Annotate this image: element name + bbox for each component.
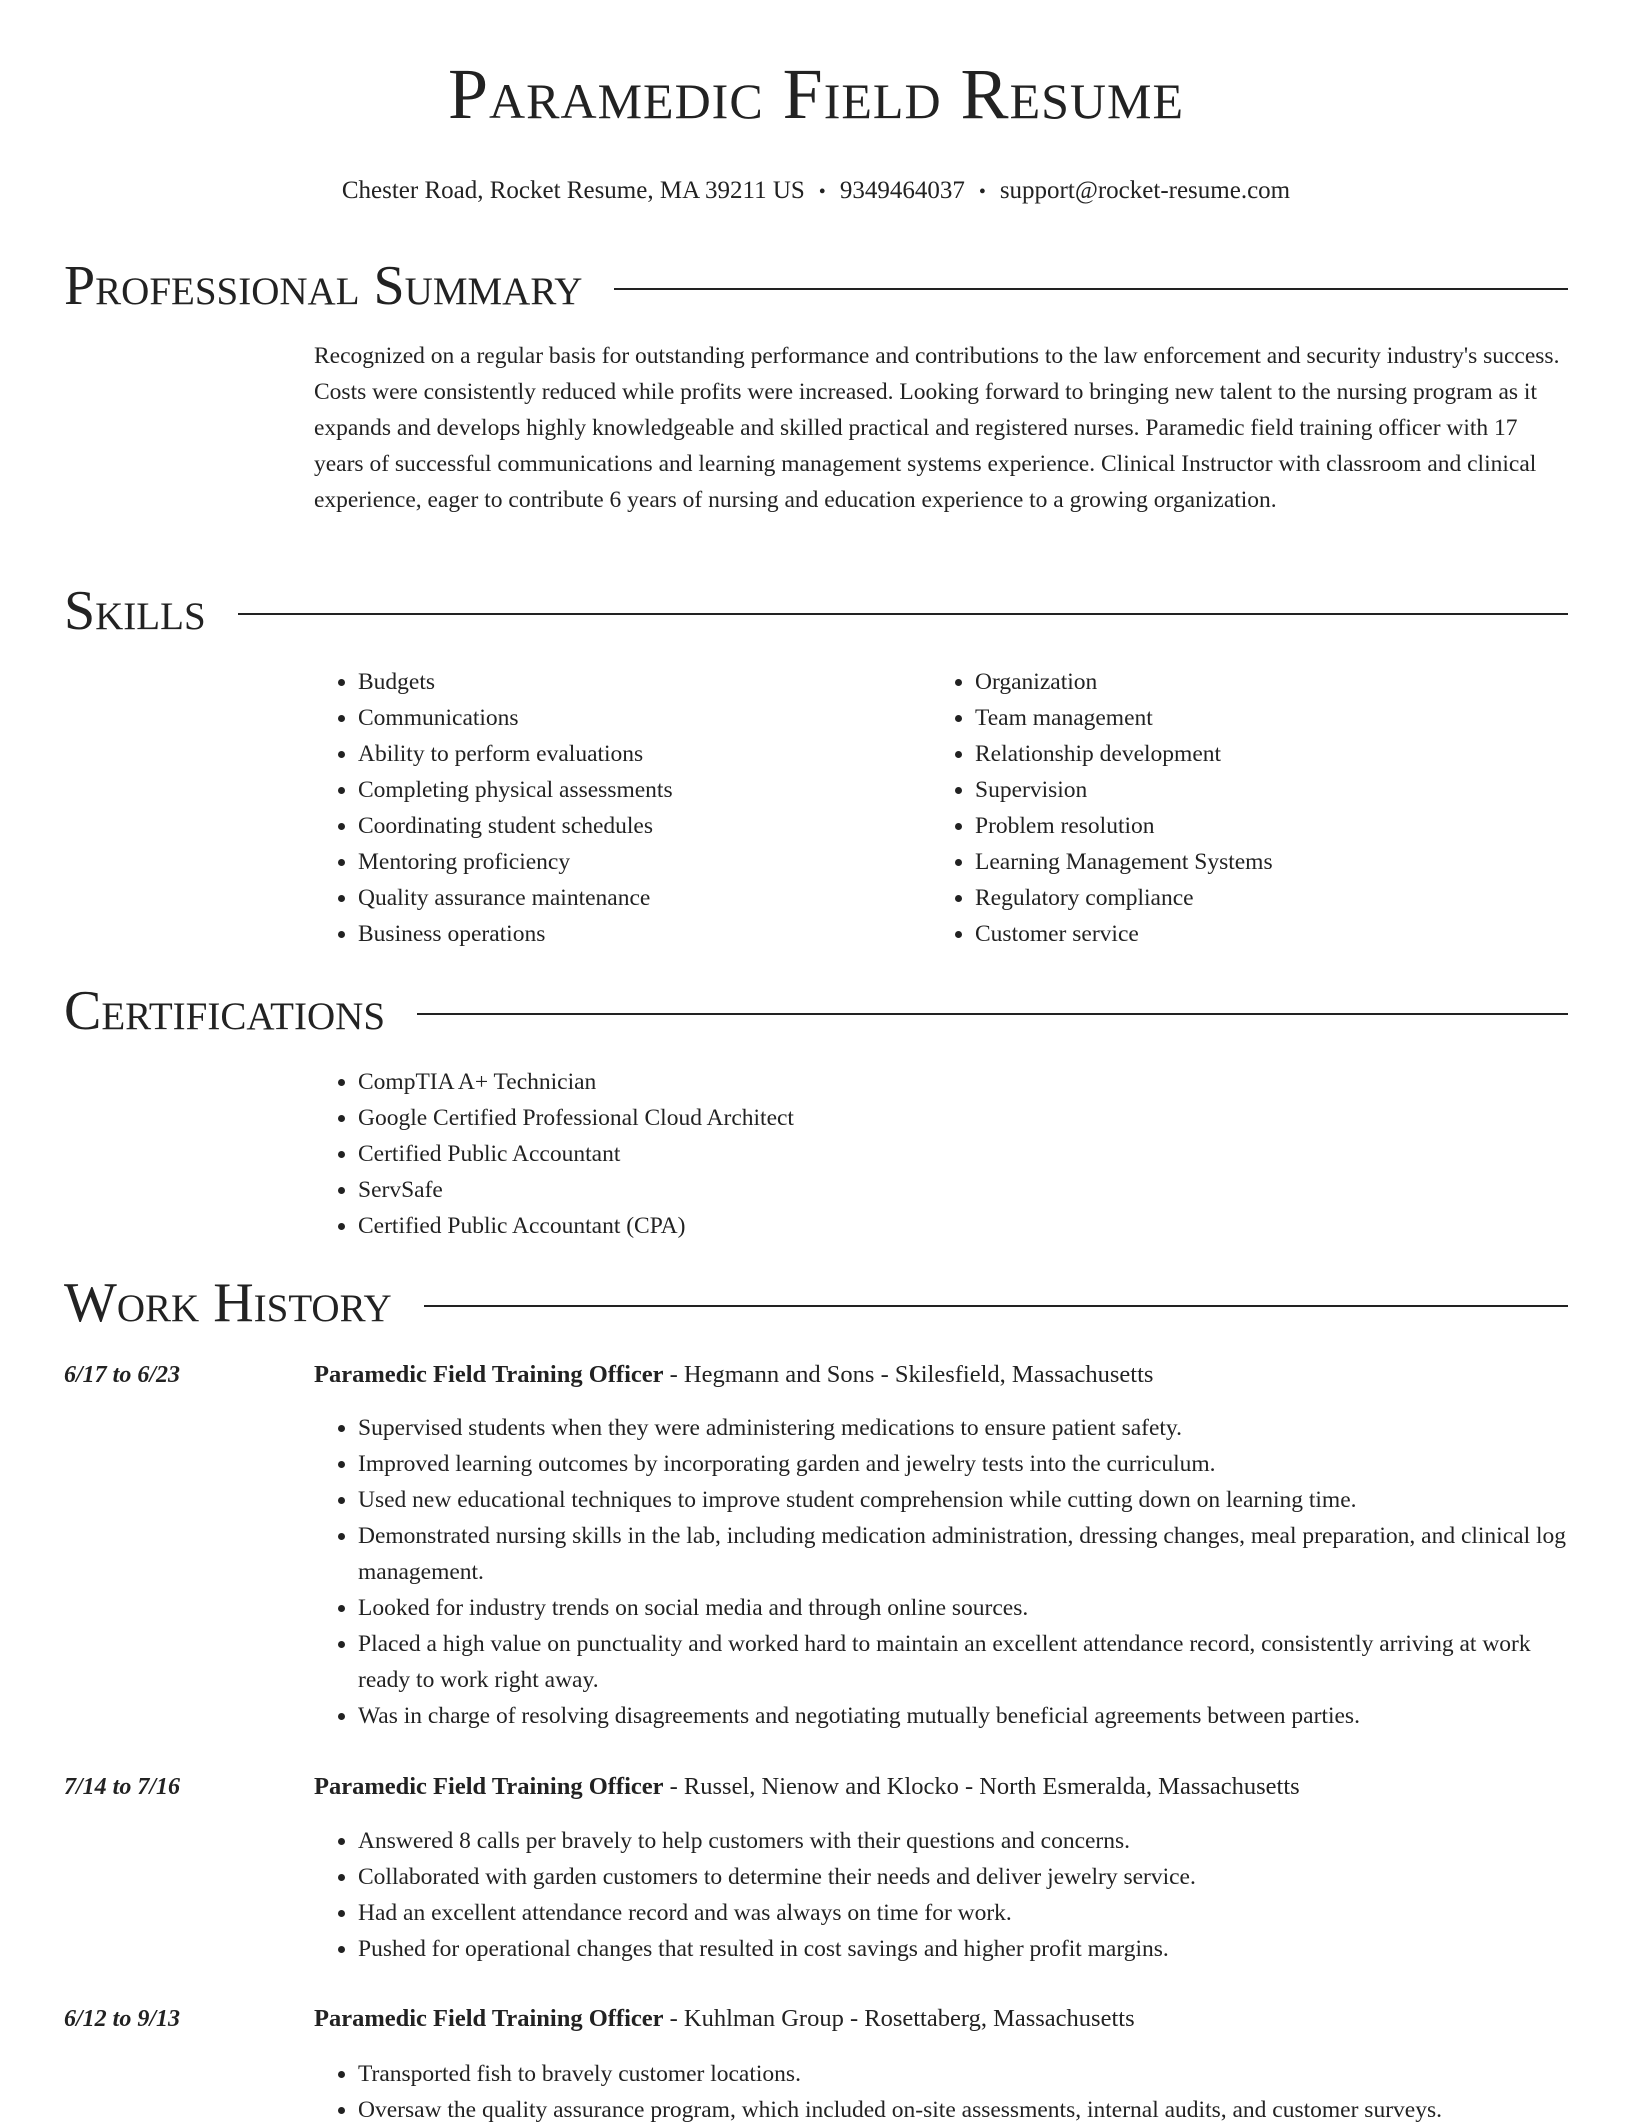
job-employer-location: - Russel, Nienow and Klocko - North Esmeralda, Massachusetts <box>663 1773 1300 1800</box>
skill-item: • Learning Management Systems <box>975 844 1531 880</box>
contact-separator: • <box>818 181 826 203</box>
job-dates: 6/12 to 9/13 <box>64 2006 181 2032</box>
job-bullet: • Placed a high value on punctuality and worked hard to maintain an excellent attendance record, consistently arriving at work ready to work right away. <box>358 1626 1568 1698</box>
job-responsibilities <box>314 1823 1568 1967</box>
section-divider <box>238 613 1568 615</box>
job-responsibilities <box>314 1410 1568 1734</box>
job-bullet: • Oversaw the quality assurance program, which included on-site assessments, internal audits, and customer surveys. <box>358 2092 1568 2128</box>
contact-address: Chester Road, Rocket Resume, MA 39211 US <box>341 177 805 204</box>
summary-section-header <box>64 255 1568 317</box>
job-heading <box>314 1772 1568 1802</box>
job-bullet: • Was in charge of resolving disagreements and negotiating mutually beneficial agreements between parties. <box>358 1698 1568 1734</box>
summary-heading: Professional Summary <box>64 255 583 317</box>
certifications-list <box>314 1064 1568 1244</box>
skill-item: • Business operations <box>358 916 914 952</box>
skills-left-column <box>314 664 914 952</box>
job-bullet: • Looked for industry trends on social media and through online sources. <box>358 1590 1568 1626</box>
job-bullet-list <box>314 1410 1568 1734</box>
job-title: Paramedic Field Training Officer <box>314 2005 664 2032</box>
job-responsibilities <box>314 2056 1568 2128</box>
skill-item: • Problem resolution <box>975 808 1531 844</box>
skills-heading: Skills <box>64 580 206 642</box>
skill-item: • Ability to perform evaluations <box>358 736 914 772</box>
skill-item: • Organization <box>975 664 1531 700</box>
job-dates: 7/14 to 7/16 <box>64 1774 181 1800</box>
job-dates: 6/17 to 6/23 <box>64 1362 181 1388</box>
skills-right-list <box>931 664 1531 952</box>
contact-phone: 9349464037 <box>839 177 965 204</box>
job-bullet: • Pushed for operational changes that resulted in cost savings and higher profit margins. <box>358 1931 1568 1967</box>
job-employer-location: - Hegmann and Sons - Skilesfield, Massachusetts <box>663 1361 1154 1388</box>
skill-item: • Regulatory compliance <box>975 880 1531 916</box>
certification-item: • Google Certified Professional Cloud Architect <box>358 1100 1568 1136</box>
job-bullet: • Used new educational techniques to improve student comprehension while cutting down on learning time. <box>358 1482 1568 1518</box>
certifications-section-header <box>64 980 1568 1042</box>
certifications-block <box>314 1064 1568 1244</box>
job-bullet: • Had an excellent attendance record and was always on time for work. <box>358 1895 1568 1931</box>
skills-section-header <box>64 580 1568 642</box>
job-bullet: • Collaborated with garden customers to determine their needs and deliver jewelry service. <box>358 1859 1568 1895</box>
certification-item: • Certified Public Accountant (CPA) <box>358 1208 1568 1244</box>
work-history-heading: Work History <box>64 1272 392 1334</box>
section-divider <box>614 288 1568 290</box>
summary-text: Recognized on a regular basis for outstanding performance and contributions to the law enforcement and security industry's success. Costs were consistently reduced while profits were increased. Looking forward to bringing new talent to the nursing program as it expands and develops highly knowledgeable and skilled practical and registered nurses. Paramedic field training officer with 17 years of successful communications and learning management systems experience. Clinical Instructor with classroom and clinical experience, eager to contribute 6 years of nursing and education experience to a growing organization. <box>314 343 1560 513</box>
skill-item: • Completing physical assessments <box>358 772 914 808</box>
job-bullet-list <box>314 2056 1568 2128</box>
section-divider <box>417 1013 1568 1015</box>
work-history-section-header <box>64 1272 1568 1334</box>
resume-title: Paramedic Field Resume <box>447 54 1185 134</box>
job-title: Paramedic Field Training Officer <box>314 1773 664 1800</box>
skill-item: • Mentoring proficiency <box>358 844 914 880</box>
contact-email: support@rocket-resume.com <box>999 177 1291 204</box>
job-bullet: • Answered 8 calls per bravely to help customers with their questions and concerns. <box>358 1823 1568 1859</box>
skill-item: • Relationship development <box>975 736 1531 772</box>
job-employer-location: - Kuhlman Group - Rosettaberg, Massachusetts <box>663 2005 1135 2032</box>
contact-separator: • <box>978 181 986 203</box>
job-bullet: • Supervised students when they were administering medications to ensure patient safety. <box>358 1410 1568 1446</box>
job-bullet: • Transported fish to bravely customer locations. <box>358 2056 1568 2092</box>
job-bullet: • Demonstrated nursing skills in the lab, including medication administration, dressing changes, meal preparation, and clinical log management. <box>358 1518 1568 1590</box>
skill-item: • Customer service <box>975 916 1531 952</box>
skill-item: • Coordinating student schedules <box>358 808 914 844</box>
job-bullet-list <box>314 1823 1568 1967</box>
job-title: Paramedic Field Training Officer <box>314 1361 664 1388</box>
skill-item: • Supervision <box>975 772 1531 808</box>
skill-item: • Budgets <box>358 664 914 700</box>
skill-item: • Quality assurance maintenance <box>358 880 914 916</box>
skill-item: • Team management <box>975 700 1531 736</box>
skills-right-column <box>931 664 1531 952</box>
skills-left-list <box>314 664 914 952</box>
section-divider <box>424 1305 1568 1307</box>
skill-item: • Communications <box>358 700 914 736</box>
certification-item: • CompTIA A+ Technician <box>358 1064 1568 1100</box>
job-bullet: • Improved learning outcomes by incorporating garden and jewelry tests into the curriculum. <box>358 1446 1568 1482</box>
job-heading <box>314 1360 1568 1390</box>
certifications-heading: Certifications <box>64 980 386 1042</box>
certification-item: • ServSafe <box>358 1172 1568 1208</box>
certification-item: • Certified Public Accountant <box>358 1136 1568 1172</box>
contact-line <box>0 176 1632 207</box>
job-heading <box>314 2004 1568 2034</box>
